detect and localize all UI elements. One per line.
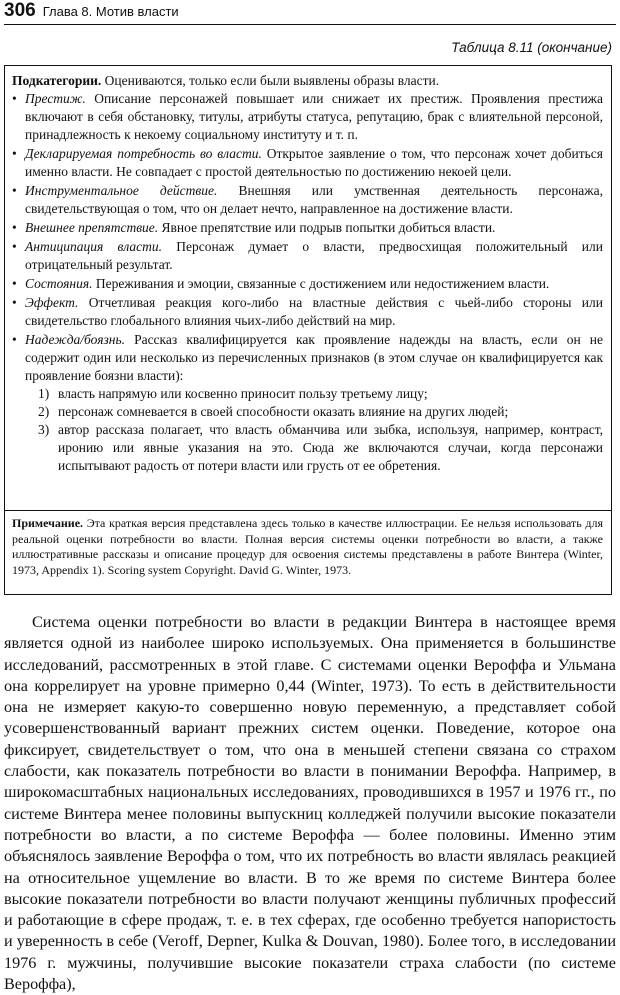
lead-label: Подкатегории.	[12, 73, 102, 88]
item-text: Персонаж думает о власти, предвосхищая положительный или отрицательный результат.	[25, 239, 603, 272]
list-item	[12, 145, 603, 181]
list-item	[12, 275, 603, 293]
criteria-text: персонаж сомневается в своей способности оказать влияние на других людей;	[58, 404, 509, 419]
item-text: Открытое заявление о том, что персонаж хочет добиться именно власти. Не совпадает с простой деятельностью по достижению некоей цели.	[25, 146, 603, 179]
list-item	[12, 331, 603, 475]
item-term: Внешнее препятствие.	[25, 220, 159, 235]
list-item	[12, 238, 603, 274]
criteria-item	[38, 421, 603, 475]
criteria-number: 3)	[38, 422, 50, 437]
subcategory-list	[12, 90, 603, 475]
item-term: Декларируемая потребность во власти.	[25, 146, 262, 161]
criteria-number: 2)	[38, 404, 50, 419]
item-text: Рассказ квалифицируется как проявление надежды на власть, если он не содержит один или несколько из перечисленных признаков (в этом случае он квалифицируется как проявление боязни власти):	[25, 332, 603, 383]
item-text: Внешняя или умственная деятельность персонажа, свидетельствующая о том, что он делает нечто, направленное на достижение власти.	[25, 183, 603, 216]
criteria-text: автор рассказа полагает, что власть обманчива или зыбка, используя, например, контраст, иронию или явные указания на это. Сюда же включаются случаи, когда персонажи испытывают радость от потери власти или грусть от ее обретения.	[58, 422, 603, 473]
criteria-text: власть напрямую или косвенно приносит пользу третьему лицу;	[58, 386, 428, 401]
item-text: Явное препятствие или подрыв попытки добиться власти.	[158, 220, 496, 235]
lead-text: Оцениваются, только если были выявлены образы власти.	[101, 73, 440, 88]
item-text: Описание персонажей повышает или снижает их престиж. Проявления престижа включают в себя обстановку, титулы, атрибуты статуса, репутацию, брак с влиятельной персоной, принадлежность к некоему социальному институту и т. п.	[25, 91, 603, 142]
item-term: Надежда/боязнь.	[25, 332, 125, 347]
criteria-item	[38, 385, 603, 403]
criteria-list	[25, 385, 603, 475]
table-box	[4, 65, 612, 595]
page-number: 306	[4, 0, 36, 21]
list-item	[12, 294, 603, 330]
list-item	[12, 219, 603, 237]
table-content	[5, 66, 611, 511]
page-header	[4, 0, 616, 25]
criteria-item	[38, 403, 603, 421]
table-title: Таблица 8.11 (окончание)	[451, 40, 612, 55]
item-text: Переживания и эмоции, связанные с достижением или недостижением власти.	[92, 276, 550, 291]
list-item	[12, 90, 603, 144]
body-paragraph: Система оценки потребности во власти в редакции Винтера в настоящее время является одной из наиболее широко используемых. Она применяется в большинстве исследований, рассмотренных в этой главе. С системами оценки Вероффа и Ульмана она коррелирует на уровне примерно 0,44 (Winter, 1973). То есть в действительности она не измеряет какую-то совершенно новую переменную, а представляет собой усовершенствованный вариант прежних систем оценки. Поведение, которое она фиксирует, свидетельствует о том, что она в меньшей степени связана со страхом слабости, как показатель потребности во власти в понимании Вероффа. Например, в широкомасштабных национальных исследованиях, проводившихся в 1957 и 1976 гг., по системе Винтера менее половины выпускниц колледжей получили высокие показатели потребности во власти, а по системе Вероффа — более половины. Именно этим объяснялось заявление Вероффа о том, что их потребность во власти являлась реакцией на относительное ущемление во власти. В то же время по системе Винтера более высокие показатели потребности во власти получают женщины публичных профессий и работающие в сфере продаж, т. е. в тех сферах, где особенно требуется напористость и уверенность в себе (Veroff, Depner, Kulka & Douvan, 1980). Более того, в исследовании 1976 г. мужчины, получившие высокие показатели страха слабости (по системе Вероффа),	[4, 613, 616, 994]
item-text: Отчетливая реакция кого-либо на властные действия с чьей-либо стороны или свидетельство глобального влияния чьих-либо действий на мир.	[25, 295, 603, 328]
item-term: Инструментальное действие.	[25, 183, 218, 198]
list-item	[12, 182, 603, 218]
item-term: Антиципация власти.	[25, 239, 163, 254]
note-text: Эта краткая версия представлена здесь только в качестве иллюстрации. Ее нельзя использовать для реальной оценки потребности во власти. Полная версия системы оценки потребности во власти, а также иллюстративные рассказы и описание процедур для освоения системы представлены в работе Винтера (Winter, 1973, Appendix 1). Scoring system Copyright. David G. Winter, 1973.	[12, 516, 603, 577]
note-label: Примечание.	[12, 516, 84, 530]
table-note	[5, 511, 611, 582]
subcategories-lead	[12, 72, 603, 90]
item-term: Состояния.	[25, 276, 93, 291]
item-term: Престиж.	[25, 91, 86, 106]
item-term: Эффект.	[25, 295, 79, 310]
criteria-number: 1)	[38, 386, 50, 401]
chapter-title: Глава 8. Мотив власти	[42, 4, 179, 19]
